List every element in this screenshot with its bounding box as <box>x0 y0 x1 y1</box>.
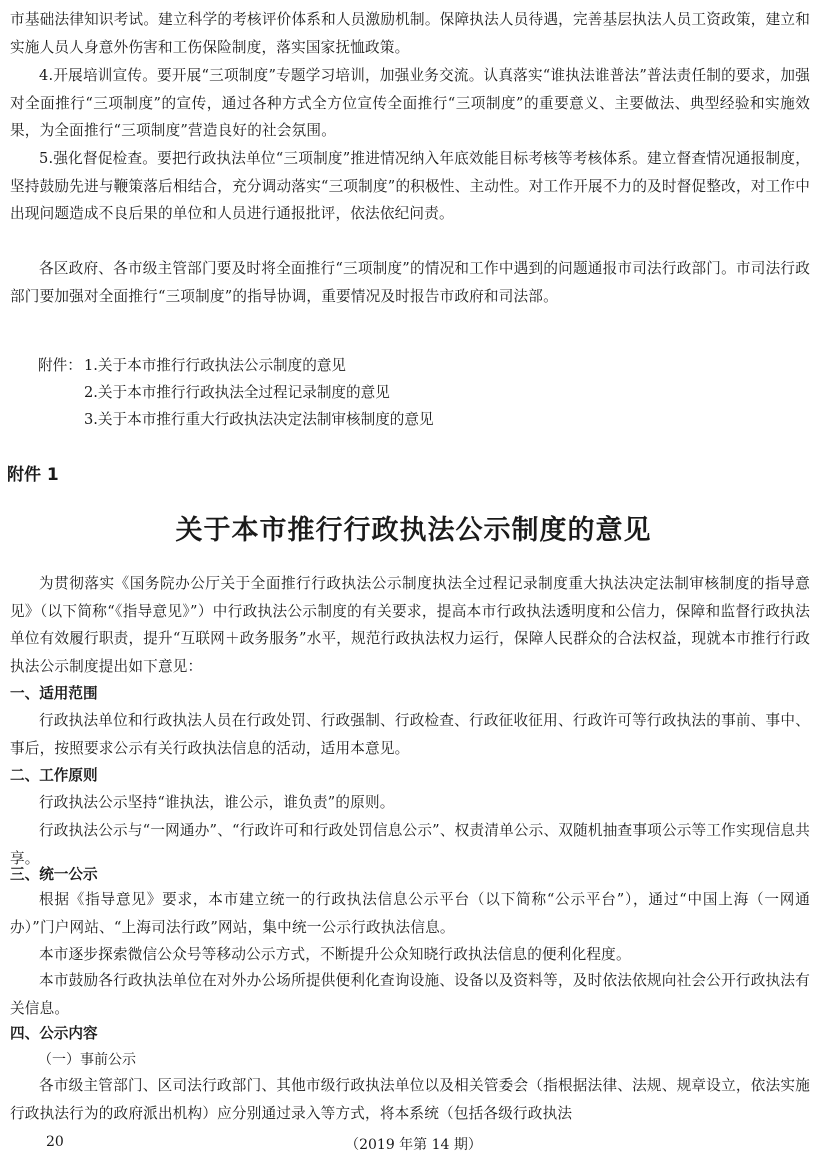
attachment-item: 1.关于本市推行行政执法公示制度的意见 <box>84 357 347 374</box>
intro-paragraph: 为贯彻落实《国务院办公厅关于全面推行行政执法公示制度执法全过程记录制度重大执法决定法制审核制度的指导意见》（以下简称“《指导意见》”）中行政执法公示制度的有关要求，提高本市行政执法透明度和公信力，保障和监督行政执法单位有效履行职责，提升“互联网＋政务服务”水平，规范行政执法权力运行，保障人民群众的合法权益，现就本市推行行政执法公示制度提出如下意见： <box>10 575 810 675</box>
section-heading: 一、适用范围 <box>10 685 98 702</box>
section-paragraph: 各市级主管部门、区司法行政部门、其他市级行政执法单位以及相关管委会（指根据法律、法规、规章设立，依法实施行政执法行为的政府派出机构）应分别通过录入等方式，将本系统（包括各级行政执法 <box>10 1077 810 1122</box>
issue-label: （2019 年第 14 期） <box>345 1137 482 1153</box>
section-paragraph: 本市逐步探索微信公众号等移动公示方式，不断提升公众知晓行政执法信息的便利化程度。 <box>39 946 631 963</box>
section-paragraph: 行政执法公示与“一网通办”、“行政许可和行政处罚信息公示”、权责清单公示、双随机抽查事项公示等工作实现信息共享。 <box>10 822 810 867</box>
paragraph-training: 4.开展培训宣传。要开展“三项制度”专题学习培训，加强业务交流。认真落实“谁执法谁普法”普法责任制的要求，加强对全面推行“三项制度”的宣传，通过各种方式全方位宣传全面推行“三项制度”的重要意义、主要做法、典型经验和实施效果，为全面推行“三项制度”营造良好的社会氛围。 <box>10 67 810 140</box>
paragraph-inspection: 5.强化督促检查。要把行政执法单位“三项制度”推进情况纳入年底效能目标考核等考核体系。建立督查情况通报制度，坚持鼓励先进与鞭策落后相结合，充分调动落实“三项制度”的积极性、主动性。对工作开展不力的及时督促整改，对工作中出现问题造成不良后果的单位和人员进行通报批评，依法依纪问责。 <box>10 150 810 223</box>
subsection-heading: （一）事前公示 <box>38 1052 136 1068</box>
section-paragraph: 行政执法单位和行政执法人员在行政处罚、行政强制、行政检查、行政征收征用、行政许可等行政执法的事前、事中、事后，按照要求公示有关行政执法信息的活动，适用本意见。 <box>10 712 810 757</box>
section-paragraph: 根据《指导意见》要求，本市建立统一的行政执法信息公示平台（以下简称“公示平台”），通过“中国上海（一网通办）”门户网站、“上海司法行政”网站，集中统一公示行政执法信息。 <box>10 891 810 936</box>
attachment-item: 3.关于本市推行重大行政执法决定法制审核制度的意见 <box>84 411 434 428</box>
attachments-label: 附件： <box>38 357 82 374</box>
paragraph-continuation: 市基础法律知识考试。建立科学的考核评价体系和人员激励机制。保障执法人员待遇，完善基层执法人员工资政策，建立和实施人员人身意外伤害和工伤保险制度，落实国家抚恤政策。 <box>10 11 810 56</box>
document-title: 关于本市推行行政执法公示制度的意见 <box>175 515 652 546</box>
appendix-label: 附件 1 <box>7 465 59 485</box>
attachment-item: 2.关于本市推行行政执法全过程记录制度的意见 <box>84 384 390 401</box>
section-heading: 三、统一公示 <box>10 866 98 883</box>
page-number: 20 <box>46 1134 64 1150</box>
section-heading: 二、工作原则 <box>10 767 98 784</box>
section-paragraph: 行政执法公示坚持“谁执法，谁公示，谁负责”的原则。 <box>39 794 395 811</box>
section-paragraph: 本市鼓励各行政执法单位在对外办公场所提供便利化查询设施、设备以及资料等，及时依法依规向社会公开行政执法有关信息。 <box>10 972 810 1017</box>
section-heading: 四、公示内容 <box>10 1025 98 1042</box>
paragraph-reporting: 各区政府、各市级主管部门要及时将全面推行“三项制度”的情况和工作中遇到的问题通报市司法行政部门。市司法行政部门要加强对全面推行“三项制度”的指导协调，重要情况及时报告市政府和司法部。 <box>10 260 810 305</box>
